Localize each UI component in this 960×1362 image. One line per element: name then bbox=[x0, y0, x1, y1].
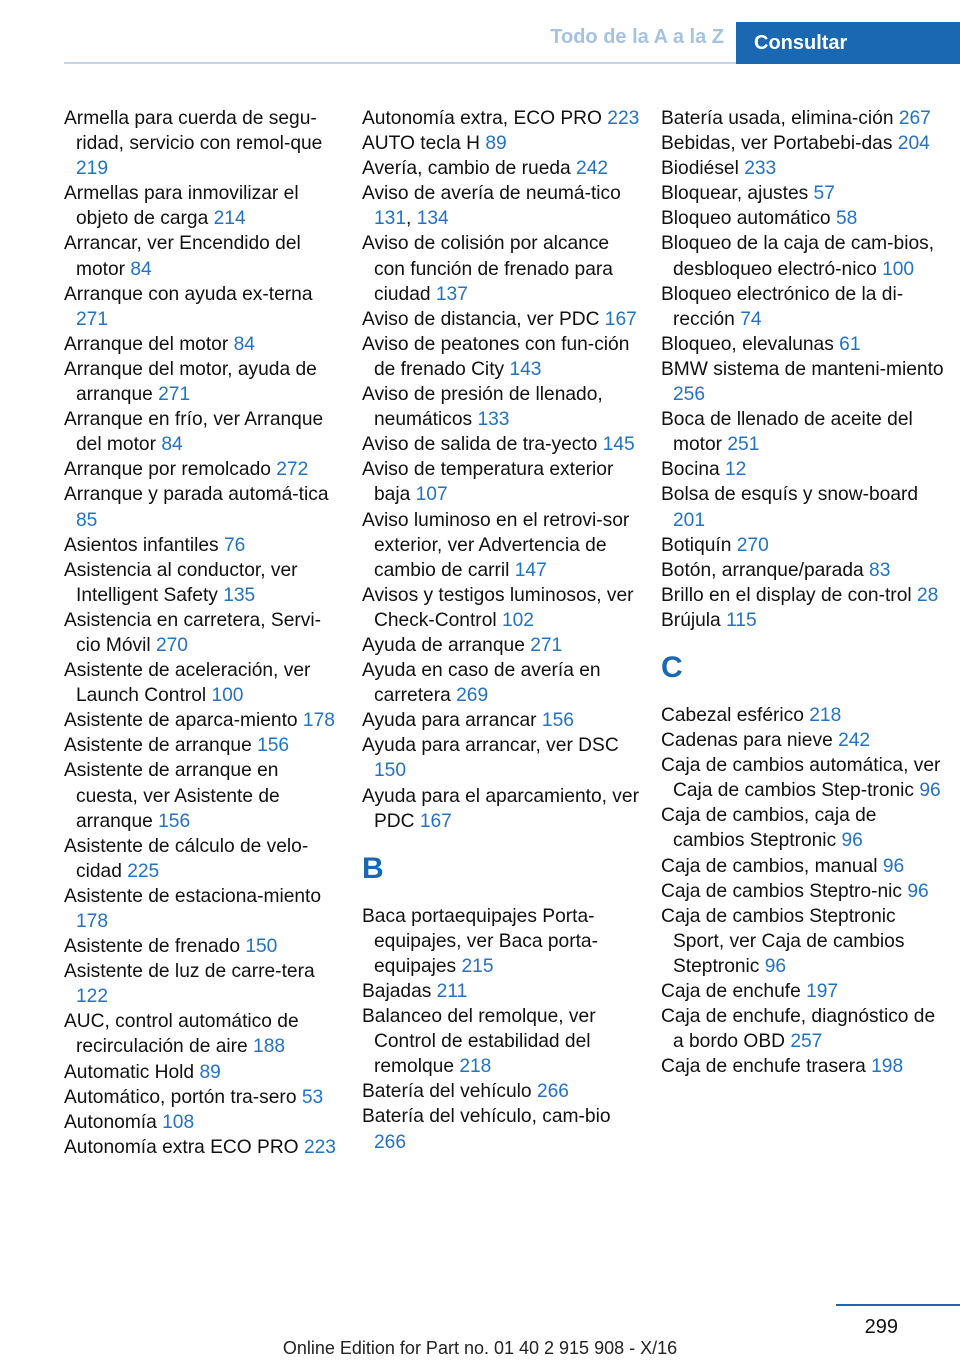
index-entry bbox=[661, 979, 951, 1004]
index-entry bbox=[661, 753, 951, 803]
index-entry bbox=[661, 457, 951, 482]
index-entry-text: Aviso de avería de neumá‐tico bbox=[362, 183, 621, 205]
index-entry bbox=[661, 558, 951, 583]
index-entry bbox=[661, 482, 951, 532]
index-entry-text: Armella para cuerda de segu‐ridad, servicio con remol‐que bbox=[64, 108, 323, 155]
index-entry bbox=[64, 884, 344, 934]
index-entry bbox=[64, 407, 344, 457]
index-entry-text: Armellas para inmovilizar el objeto de carga bbox=[64, 183, 299, 230]
page-link[interactable]: 74 bbox=[740, 308, 762, 330]
index-entry bbox=[64, 1085, 344, 1110]
index-entry bbox=[64, 1135, 344, 1160]
page-link[interactable]: 150 bbox=[374, 760, 407, 782]
index-entry-text: Balanceo del remolque, ver Control de estabilidad del remolque bbox=[362, 1006, 596, 1078]
index-entry bbox=[362, 156, 642, 181]
index-entry-text: Caja de cambios Steptro‐nic bbox=[661, 880, 908, 902]
index-entry bbox=[661, 728, 951, 753]
index-entry-text: Caja de cambios automática, ver Caja de cambios Step‐tronic bbox=[661, 755, 941, 802]
index-entry-text: Batería del vehículo bbox=[362, 1081, 537, 1103]
index-entry-text: Aviso de colisión por alcance con función de frenado para ciudad bbox=[362, 233, 613, 305]
page-link[interactable]: 211 bbox=[436, 981, 468, 1002]
page-link[interactable]: 96 bbox=[919, 780, 941, 802]
page-link[interactable]: 96 bbox=[764, 955, 787, 977]
page-link[interactable]: 242 bbox=[576, 158, 609, 180]
index-entry bbox=[661, 904, 951, 979]
page-link[interactable]: 219 bbox=[76, 158, 109, 180]
index-entry bbox=[64, 106, 344, 181]
page-link[interactable]: 28 bbox=[916, 584, 939, 606]
index-entry-text: Asistente de arranque bbox=[64, 735, 258, 757]
page-link[interactable]: 53 bbox=[301, 1086, 324, 1108]
index-entry bbox=[661, 608, 951, 633]
index-entry bbox=[64, 533, 344, 558]
page-link[interactable]: 218 bbox=[459, 1056, 492, 1078]
header-section-title: Todo de la A a la Z bbox=[550, 26, 724, 48]
page-link[interactable]: 251 bbox=[727, 434, 760, 456]
page-link[interactable]: 269 bbox=[456, 685, 489, 707]
index-entry bbox=[661, 106, 951, 131]
index-entry-text: Boca de llenado de aceite del motor bbox=[661, 409, 913, 456]
index-entry-text: Ayuda para arrancar, ver DSC bbox=[362, 735, 619, 757]
index-entry-text: Caja de cambios, manual bbox=[661, 855, 883, 877]
index-entry bbox=[64, 482, 344, 532]
page-link[interactable]: 96 bbox=[841, 830, 863, 852]
index-entry-text: Asistente de aceleración, ver Launch Control bbox=[64, 660, 311, 707]
page-link[interactable]: 271 bbox=[530, 634, 563, 656]
index-entry bbox=[362, 1104, 642, 1154]
index-entry-text: Ayuda para el aparcamiento, ver PDC bbox=[362, 785, 639, 832]
index-entry-text: Asistente de arranque en cuesta, ver Asistente de arranque bbox=[64, 760, 280, 832]
index-entry-text: Asistencia al conductor, ver Intelligent Safety bbox=[64, 559, 298, 606]
page-link[interactable]: 61 bbox=[839, 333, 861, 355]
index-entry bbox=[362, 1079, 642, 1104]
index-entry bbox=[64, 733, 344, 758]
index-entry bbox=[64, 934, 344, 959]
index-entry-text: Arranque del motor bbox=[64, 333, 234, 355]
page-link[interactable]: 147 bbox=[514, 559, 547, 581]
index-entry-text: Automatic Hold bbox=[64, 1061, 200, 1083]
index-entry-text: Automático, portón tra‐sero bbox=[64, 1086, 302, 1108]
index-entry-text: Asistente de aparca‐miento bbox=[64, 710, 303, 732]
index-entry bbox=[661, 879, 951, 904]
page-link[interactable]: 89 bbox=[485, 133, 507, 155]
index-entry bbox=[64, 332, 344, 357]
page-link[interactable]: 122 bbox=[76, 986, 109, 1008]
index-entry-text: Autonomía extra, ECO PRO bbox=[362, 108, 608, 129]
page-link[interactable]: 167 bbox=[604, 308, 637, 330]
page-link[interactable]: 84 bbox=[130, 258, 152, 280]
index-entry-text: Asistente de frenado bbox=[64, 936, 246, 958]
page-link[interactable]: 201 bbox=[673, 509, 706, 531]
index-entry-text: Baca portaequipajes Porta‐equipajes, ver Baca porta‐equipajes bbox=[362, 905, 598, 977]
index-entry bbox=[362, 733, 642, 783]
page-link[interactable]: 134 bbox=[416, 208, 449, 230]
index-entry bbox=[661, 156, 951, 181]
index-entry bbox=[362, 708, 642, 733]
index-entry-text: Bebidas, ver Portabebi‐das bbox=[661, 133, 898, 155]
page-link[interactable]: 266 bbox=[374, 1131, 407, 1153]
index-entry bbox=[362, 1004, 642, 1079]
page-link[interactable]: 256 bbox=[673, 384, 706, 406]
index-entry-text: Cabezal esférico bbox=[661, 704, 810, 726]
page-link[interactable]: 133 bbox=[477, 409, 510, 431]
index-entry-text: Aviso de peatones con fun‐ción de frenado City bbox=[362, 333, 630, 380]
index-entry bbox=[362, 904, 642, 979]
page-link[interactable]: 257 bbox=[790, 1031, 823, 1053]
index-entry: Aviso de avería de neumá‐tico 131, 134 bbox=[362, 183, 621, 230]
index-entry bbox=[64, 708, 344, 733]
page-link[interactable]: 145 bbox=[602, 434, 635, 456]
page-link[interactable]: 107 bbox=[415, 484, 448, 506]
index-letter-heading: C bbox=[661, 650, 683, 684]
index-entry bbox=[64, 608, 344, 658]
index-entry-text: Bloquear, ajustes bbox=[661, 183, 814, 205]
page-number: 299 bbox=[864, 1316, 898, 1338]
page-link[interactable]: 85 bbox=[76, 509, 98, 531]
index-entry bbox=[362, 131, 642, 156]
page-link[interactable]: 178 bbox=[302, 710, 335, 732]
index-entry-text: BMW sistema de manteni‐miento bbox=[661, 358, 944, 380]
page-link[interactable]: 12 bbox=[725, 459, 747, 481]
index-entry-text: Avisos y testigos luminosos, ver Check-Control bbox=[362, 584, 634, 631]
footer-rule bbox=[836, 1304, 960, 1306]
index-entry bbox=[362, 332, 642, 382]
index-entry-text: Aviso de salida de tra‐yecto bbox=[362, 434, 603, 456]
page-link[interactable]: 156 bbox=[541, 710, 574, 732]
index-entry bbox=[64, 1110, 344, 1135]
page-link[interactable]: 223 bbox=[303, 1136, 336, 1158]
index-entry bbox=[64, 558, 344, 608]
index-entry-text: Aviso luminoso en el retrovi‐sor exterior, ver Advertencia de cambio de carril bbox=[362, 509, 630, 581]
index-entry-text: Arranque con ayuda ex‐terna bbox=[64, 283, 313, 305]
index-entry-text: Aviso de distancia, ver PDC bbox=[362, 308, 605, 330]
index-entry-text: Caja de enchufe trasera bbox=[661, 1056, 872, 1078]
page-link[interactable]: 266 bbox=[536, 1081, 569, 1103]
page-link[interactable]: 115 bbox=[726, 609, 757, 631]
page-link[interactable]: 218 bbox=[809, 704, 842, 726]
index-entry-text: Asistente de estaciona‐miento bbox=[64, 885, 322, 907]
index-entry bbox=[64, 959, 344, 1009]
index-entry bbox=[661, 407, 951, 457]
index-entry bbox=[64, 457, 344, 482]
index-entry-text: Caja de cambios, caja de cambios Steptronic bbox=[661, 805, 877, 852]
page-link[interactable]: 225 bbox=[127, 860, 160, 882]
index-entry bbox=[64, 231, 344, 281]
page-link[interactable]: 57 bbox=[813, 183, 835, 205]
index-entry-text: Ayuda para arrancar bbox=[362, 710, 542, 732]
page-link[interactable]: 271 bbox=[76, 308, 109, 330]
index-entry bbox=[661, 533, 951, 558]
page-link[interactable]: 198 bbox=[871, 1056, 904, 1078]
index-entry-text: Ayuda de arranque bbox=[362, 634, 531, 656]
index-entry bbox=[64, 181, 344, 231]
index-entry-text: Cadenas para nieve bbox=[661, 730, 839, 752]
index-entry bbox=[362, 784, 642, 834]
index-column-3 bbox=[661, 106, 951, 1079]
index-entry bbox=[661, 231, 951, 281]
index-entry-text: Biodiésel bbox=[661, 158, 745, 180]
index-entry-text: Avería, cambio de rueda bbox=[362, 158, 577, 180]
page-link[interactable]: 271 bbox=[158, 384, 191, 406]
index-entry-text: Aviso de presión de llenado, neumáticos bbox=[362, 384, 603, 431]
index-entry-text: Bloqueo automático bbox=[661, 208, 836, 230]
index-entry-text: Bloqueo electrónico de la di‐rección bbox=[661, 283, 904, 330]
index-entry bbox=[661, 703, 951, 728]
page-link[interactable]: 197 bbox=[806, 981, 839, 1002]
page-link[interactable]: 204 bbox=[897, 133, 930, 155]
edition-note: Online Edition for Part no. 01 40 2 915 908 - X/16 bbox=[282, 1338, 678, 1358]
page-link[interactable]: 156 bbox=[158, 810, 191, 832]
header-tab: Consultar bbox=[736, 22, 960, 64]
index-entry-text: Aviso de temperatura exterior baja bbox=[362, 459, 614, 506]
index-entry bbox=[661, 206, 951, 231]
index-entry bbox=[64, 758, 344, 833]
index-entry bbox=[661, 181, 951, 206]
index-entry-text: Autonomía bbox=[64, 1111, 163, 1133]
index-entry bbox=[64, 282, 344, 332]
page-link[interactable]: 89 bbox=[199, 1061, 221, 1083]
page-link[interactable]: 96 bbox=[882, 855, 905, 877]
page-link[interactable]: 156 bbox=[257, 735, 290, 757]
page-link[interactable]: 242 bbox=[838, 730, 871, 752]
page-link[interactable]: 214 bbox=[213, 208, 246, 230]
index-entry-text: Bloqueo, elevalunas bbox=[661, 333, 840, 355]
page-link[interactable]: 167 bbox=[419, 810, 452, 832]
index-entry-text: Botiquín bbox=[661, 534, 737, 556]
page-link[interactable]: 96 bbox=[907, 880, 929, 902]
index-entry bbox=[362, 658, 642, 708]
page-link[interactable]: 108 bbox=[162, 1111, 195, 1133]
page-link[interactable]: 188 bbox=[253, 1036, 286, 1058]
page-link[interactable]: 178 bbox=[76, 911, 109, 932]
page-link[interactable]: 83 bbox=[869, 559, 891, 581]
page-link[interactable]: 100 bbox=[211, 685, 244, 707]
page-link[interactable]: 84 bbox=[161, 434, 183, 456]
index-entry bbox=[362, 457, 642, 507]
page-link[interactable]: 270 bbox=[736, 534, 769, 556]
index-entry-text: Brújula bbox=[661, 609, 727, 631]
index-entry-text: AUTO tecla H bbox=[362, 133, 486, 155]
page-link[interactable]: 58 bbox=[835, 208, 858, 230]
page-link[interactable]: 233 bbox=[744, 158, 777, 180]
index-entry bbox=[64, 1060, 344, 1085]
page-link[interactable]: 131 bbox=[374, 208, 407, 230]
index-entry-text: Arranque y parada automá‐tica bbox=[64, 484, 329, 506]
index-entry-text: Batería del vehículo, cam‐bio bbox=[362, 1106, 611, 1128]
index-entry bbox=[362, 979, 642, 1004]
index-entry bbox=[64, 1009, 344, 1059]
page-link[interactable]: 102 bbox=[501, 609, 534, 631]
index-entry-text: Bloqueo de la caja de cam‐bios, desbloqueo electró‐nico bbox=[661, 233, 935, 280]
page-link[interactable]: 84 bbox=[233, 333, 255, 355]
page-link[interactable]: 270 bbox=[155, 634, 188, 656]
index-entry bbox=[661, 131, 951, 156]
index-letter-heading: B bbox=[362, 851, 384, 885]
index-entry-text: AUC, control automático de recirculación de aire bbox=[64, 1011, 299, 1058]
index-entry-text: Ayuda en caso de avería en carretera bbox=[362, 660, 601, 707]
page-link[interactable]: 150 bbox=[245, 936, 278, 958]
index-entry bbox=[362, 382, 642, 432]
index-entry bbox=[362, 432, 642, 457]
index-entry bbox=[362, 508, 642, 583]
page-link[interactable]: 100 bbox=[882, 258, 915, 280]
index-entry bbox=[64, 658, 344, 708]
index-entry bbox=[362, 231, 642, 306]
index-column-2 bbox=[362, 106, 642, 1155]
index-entry-text: Arranque en frío, ver Arranque del motor bbox=[64, 409, 324, 456]
index-entry-text: Caja de enchufe, diagnóstico de a bordo OBD bbox=[661, 1006, 936, 1053]
index-entry-text: Botón, arranque/parada bbox=[661, 559, 870, 581]
page-link[interactable]: 135 bbox=[223, 584, 256, 606]
index-entry bbox=[64, 834, 344, 884]
index-entry-text: Caja de enchufe bbox=[661, 981, 807, 1002]
page-link[interactable]: 267 bbox=[898, 108, 931, 129]
index-entry-text: Caja de cambios Steptronic Sport, ver Caja de cambios Steptronic bbox=[661, 905, 905, 977]
index-entry-text: Asistente de luz de carre‐tera bbox=[64, 961, 315, 983]
index-entry-text: Asistente de cálculo de velo‐cidad bbox=[64, 835, 309, 882]
index-entry bbox=[64, 357, 344, 407]
index-column-1 bbox=[64, 106, 344, 1160]
index-entry bbox=[362, 307, 642, 332]
index-entry bbox=[661, 332, 951, 357]
index-entry-text: Bocina bbox=[661, 459, 725, 481]
index-entry bbox=[661, 803, 951, 853]
index-entry bbox=[661, 357, 951, 407]
page-link[interactable]: 215 bbox=[461, 955, 494, 977]
index-entry bbox=[661, 282, 951, 332]
index-entry bbox=[661, 854, 951, 879]
page-link[interactable]: 76 bbox=[223, 534, 246, 556]
index-entry-text: Batería usada, elimina‐ción bbox=[661, 108, 899, 129]
page-link[interactable]: 137 bbox=[435, 283, 468, 305]
index-entry-text: Asistencia en carretera, Servi‐cio Móvil bbox=[64, 609, 321, 656]
index-entry-text: Arranque del motor, ayuda de arranque bbox=[64, 358, 317, 406]
index-entry bbox=[661, 1004, 951, 1054]
index-entry-text: Bajadas bbox=[362, 981, 437, 1002]
index-entry-text: Autonomía extra ECO PRO bbox=[64, 1136, 304, 1158]
page-link[interactable]: 272 bbox=[276, 459, 309, 481]
index-entry bbox=[661, 1054, 951, 1079]
index-entry-text: Asientos infantiles bbox=[64, 534, 224, 556]
index-entry-text: Brillo en el display de con‐trol bbox=[661, 584, 917, 606]
page-link[interactable]: 223 bbox=[607, 108, 640, 129]
index-entry-text: Arrancar, ver Encendido del motor bbox=[64, 233, 301, 280]
index-entry bbox=[362, 633, 642, 658]
index-entry bbox=[362, 583, 642, 633]
index-entry bbox=[362, 106, 642, 131]
index-entry-text: Bolsa de esquís y snow‐board bbox=[661, 484, 919, 506]
index-entry-text: Arranque por remolcado bbox=[64, 459, 277, 481]
index-entry bbox=[661, 583, 951, 608]
page-link[interactable]: 143 bbox=[509, 358, 542, 380]
